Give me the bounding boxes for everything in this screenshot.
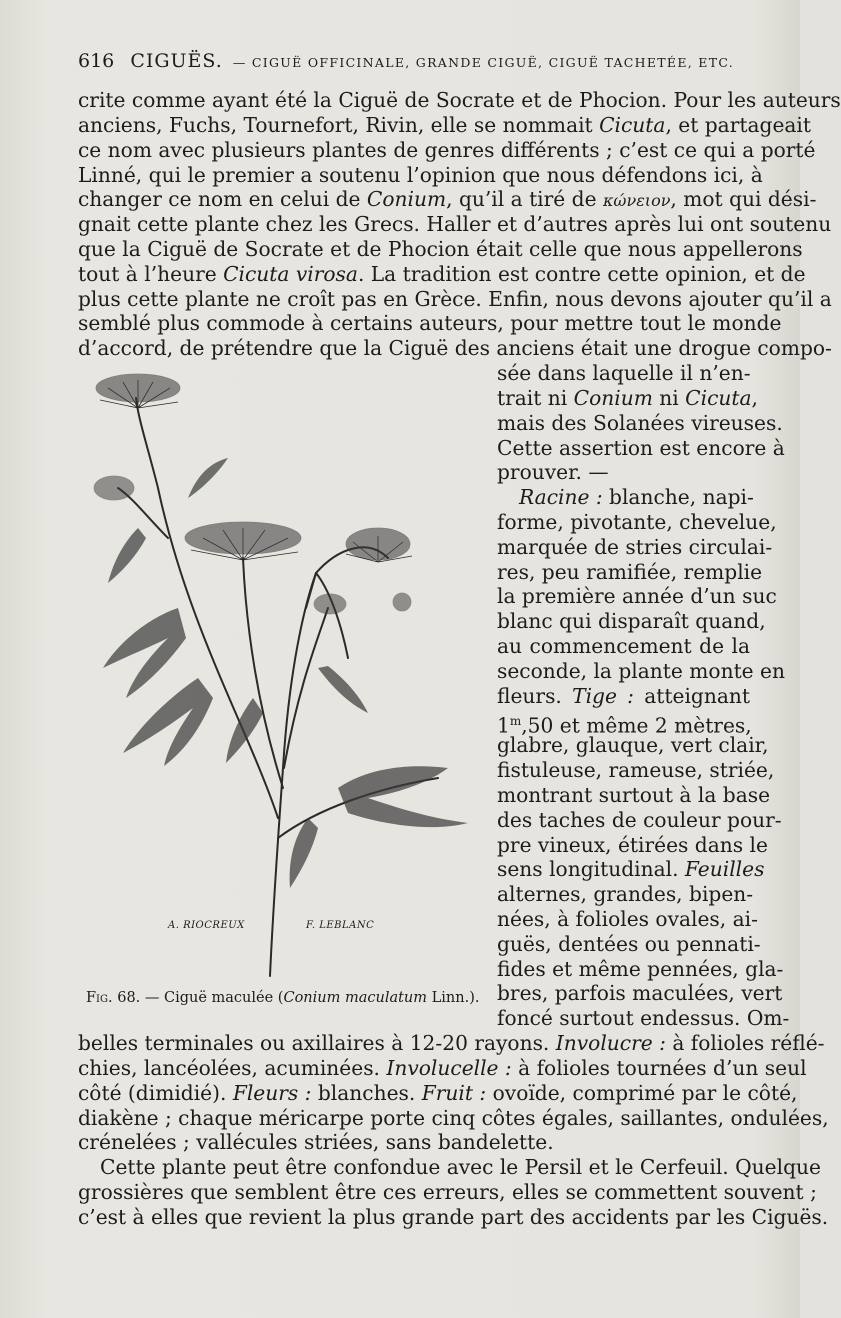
hemlock-illustration — [78, 368, 490, 980]
umbel — [346, 528, 412, 562]
text-line: ce nom avec plusieurs plantes de genres différents ; c’est ce qui a porté — [78, 138, 816, 162]
text-line: pre vineux, étirées dans le — [497, 833, 768, 857]
engraver-signature: A. RIOCREUX — [168, 920, 245, 931]
text-line: que la Ciguë de Socrate et de Phocion était celle que nous appellerons — [78, 237, 803, 261]
text-line: res, peu ramifiée, remplie — [497, 560, 763, 584]
text-line: nées, à folioles ovales, ai- — [497, 907, 758, 931]
text-line: grossières que semblent être ces erreurs, elles se commettent souvent ; — [78, 1180, 817, 1204]
text-line: diakène ; chaque méricarpe porte cinq côtes égales, saillantes, ondulées, — [78, 1106, 829, 1130]
text-line: fleurs. Tige : atteignant — [497, 684, 751, 708]
text-line: Racine : blanche, napi- — [519, 485, 754, 509]
text-line: 1$^m$,50 et même 2 mètres, — [497, 713, 752, 738]
text-line: fistuleuse, rameuse, striée, — [497, 758, 775, 782]
text-line: Cette assertion est encore à — [497, 436, 785, 460]
page-number: 616 — [78, 50, 115, 72]
text-line: chies, lancéolées, acuminées. Involucelle : à folioles tournées d’un seul — [78, 1056, 807, 1080]
text-line: côté (dimidié). Fleurs : blanches. Fruit : ovoïde, comprimé par le côté, — [78, 1081, 798, 1105]
text-line: anciens, Fuchs, Tournefort, Rivin, elle se nommait Cicuta, et partageait — [78, 113, 811, 137]
umbel — [314, 594, 346, 614]
text-line: tout à l’heure Cicuta virosa. La tradition est contre cette opinion, et de — [78, 262, 806, 286]
text-line: blanc qui disparaît quand, — [497, 609, 766, 633]
text-line: semblé plus commode à certains auteurs, pour mettre tout le monde — [78, 311, 782, 335]
text-line: sée dans laquelle il n’en- — [497, 361, 751, 385]
leaf — [226, 698, 263, 763]
leaf — [338, 766, 468, 827]
leaf — [103, 608, 186, 698]
text-line: belles terminales ou axillaires à 12-20 rayons. Involucre : à folioles réflé- — [78, 1031, 825, 1055]
text-line: guës, dentées ou pennati- — [497, 932, 761, 956]
text-line: la première année d’un suc — [497, 584, 777, 608]
text-line: gnait cette plante chez les Grecs. Haller et d’autres après lui ont soutenu — [78, 212, 832, 236]
text-line: mais des Solanées vireuses. — [497, 411, 783, 435]
text-line: changer ce nom en celui de Conium, qu’il a tiré de κώνειον, mot qui dési- — [78, 187, 817, 211]
text-line: Linné, qui le premier a soutenu l’opinion que nous défendons ici, à — [78, 163, 763, 187]
text-line: d’accord, de prétendre que la Ciguë des anciens était une drogue compo- — [78, 336, 832, 360]
leaf — [108, 528, 146, 583]
text-line: plus cette plante ne croît pas en Grèce. Enfin, nous devons ajouter qu’il a — [78, 287, 832, 311]
umbel — [96, 374, 180, 408]
text-line: bres, parfois maculées, vert — [497, 981, 783, 1005]
text-line: trait ni Conium ni Cicuta, — [497, 386, 758, 410]
leaf — [318, 666, 368, 713]
text-line: foncé surtout endessus. Om- — [497, 1006, 790, 1030]
running-header — [78, 50, 750, 78]
text-line: crénelées ; vallécules striées, sans bandelette. — [78, 1130, 554, 1154]
engraver-signature: F. LEBLANC — [306, 920, 375, 931]
text-line: forme, pivotante, chevelue, — [497, 510, 777, 534]
leaf — [290, 818, 318, 888]
leaf — [188, 458, 228, 498]
text-line: alternes, grandes, bipen- — [497, 882, 754, 906]
text-line: marquée de stries circulai- — [497, 535, 773, 559]
chapter-subtitle: — CIGUË OFFICINALE, GRANDE CIGUË, CIGUË TACHETÉE, ETC. — [232, 55, 735, 70]
text-line: montrant surtout à la base — [497, 783, 771, 807]
chapter-title: CIGUËS. — [130, 50, 223, 72]
umbel — [185, 522, 301, 560]
text-line: au commencement de la — [497, 634, 750, 658]
text-line: fides et même pennées, gla- — [497, 957, 784, 981]
text-line: des taches de couleur pour- — [497, 808, 782, 832]
umbel — [94, 476, 134, 500]
leaf — [123, 678, 213, 766]
text-line: glabre, glauque, vert clair, — [497, 733, 769, 757]
text-line: c’est à elles que revient la plus grande part des accidents par les Ciguës. — [78, 1205, 829, 1229]
text-line: crite comme ayant été la Ciguë de Socrate et de Phocion. Pour les auteurs — [78, 88, 841, 112]
text-line: Cette plante peut être confondue avec le Persil et le Cerfeuil. Quelque — [100, 1155, 821, 1179]
figure-caption: Fig. 68. — Ciguë maculée (Conium maculatum Linn.). — [86, 990, 480, 1006]
plant-engraving — [78, 368, 490, 980]
text-line: sens longitudinal. Feuilles — [497, 857, 765, 881]
text-line: prouver. — — [497, 460, 609, 484]
text-line: seconde, la plante monte en — [497, 659, 785, 683]
